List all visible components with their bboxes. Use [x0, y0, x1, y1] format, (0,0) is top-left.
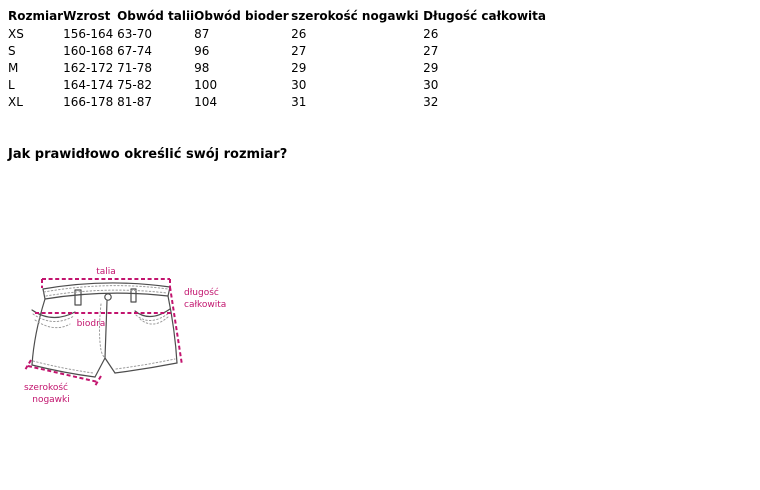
table-cell: S: [8, 43, 16, 58]
column-header-leg-width: szerokość nogawki: [291, 8, 419, 23]
section-heading: Jak prawidłowo określić swój rozmiar?: [8, 147, 288, 162]
table-cell: 87: [194, 26, 210, 41]
table-cell: 71-78: [117, 60, 152, 75]
waist-label: talia: [96, 267, 116, 277]
shorts-drawing: [32, 283, 177, 377]
table-cell: 27: [423, 43, 439, 58]
table-row: [8, 59, 573, 76]
leg-width-label-line2: nogawki: [32, 395, 70, 405]
table-cell: 164-174: [63, 77, 114, 92]
shorts-measurement-diagram: [20, 258, 232, 410]
leg-width-label-line1: szerokość: [24, 383, 68, 393]
table-cell: 30: [291, 77, 307, 92]
table-cell: 104: [194, 94, 218, 109]
table-cell: M: [8, 60, 19, 75]
table-cell: XS: [8, 26, 24, 41]
table-cell: 75-82: [117, 77, 152, 92]
table-row: [8, 42, 573, 59]
table-cell: 29: [291, 60, 307, 75]
column-header-hips: Obwód bioder: [194, 8, 289, 23]
table-cell: 162-172: [63, 60, 114, 75]
table-cell: 166-178: [63, 94, 114, 109]
table-cell: L: [8, 77, 15, 92]
column-header-waist: Obwód talii: [117, 8, 195, 23]
table-cell: 67-74: [117, 43, 152, 58]
table-cell: 32: [423, 94, 439, 109]
table-row: [8, 25, 573, 42]
table-cell: 156-164: [63, 26, 114, 41]
table-row: [8, 93, 573, 110]
table-cell: 27: [291, 43, 307, 58]
table-cell: 98: [194, 60, 210, 75]
table-cell: 29: [423, 60, 439, 75]
shorts-diagram-svg: [20, 258, 232, 410]
table-cell: 81-87: [117, 94, 152, 109]
table-cell: 96: [194, 43, 210, 58]
table-cell: 160-168: [63, 43, 114, 58]
table-header-row: [8, 6, 573, 25]
column-header-total-length: Długość całkowita: [423, 8, 546, 23]
table-cell: XL: [8, 94, 23, 109]
table-cell: 30: [423, 77, 439, 92]
total-length-label-line2: całkowita: [184, 300, 227, 310]
table-cell: 31: [291, 94, 307, 109]
table-cell: 63-70: [117, 26, 152, 41]
column-header-size: Rozmiar: [8, 8, 64, 23]
total-length-label-line1: długość: [184, 288, 219, 298]
table-row: [8, 76, 573, 93]
size-table: [8, 6, 573, 110]
button-icon: [105, 294, 111, 300]
table-cell: 100: [194, 77, 218, 92]
table-cell: 26: [291, 26, 307, 41]
table-cell: 26: [423, 26, 439, 41]
column-header-height: Wzrost: [63, 8, 111, 23]
hips-label: biodra: [76, 319, 106, 329]
